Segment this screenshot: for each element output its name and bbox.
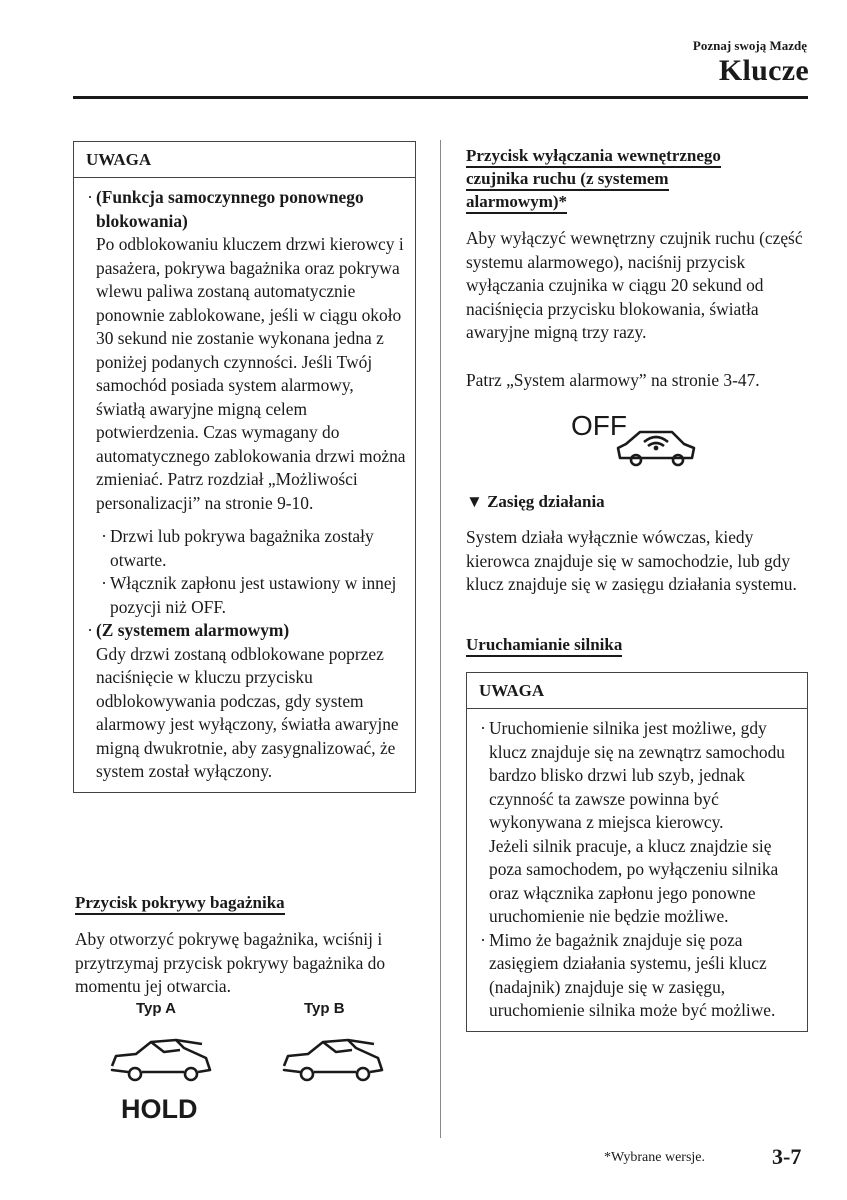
section-subtitle: Poznaj swoją Mazdę [692, 38, 807, 53]
trunk-open-icon-a [106, 1036, 216, 1088]
page-title: Klucze [718, 54, 809, 87]
header-rule [73, 96, 808, 99]
sub-list-item: · Włącznik zapłonu jest ustawiony w innej pozycji niż OFF. [101, 573, 397, 617]
uwaga-heading: UWAGA [74, 142, 415, 178]
sensor-section-heading: Przycisk wyłączania wewnętrznego czujnika ruchu (z systemem alarmowym)* [466, 144, 721, 213]
sub-list-item: · Drzwi lub pokrywa bagażnika zostały otwarte. [101, 526, 374, 570]
page-number: 3-7 [772, 1144, 802, 1169]
item-title: (Funkcja samoczynnego ponownego blokowania) [96, 187, 364, 231]
trunk-section-heading: Przycisk pokrywy bagażnika [75, 891, 285, 914]
range-text: System działa wyłącznie wówczas, kiedy kierowca znajduje się w samochodzie, lub gdy klucz znajduje się w zasięgu działania systemu. [466, 527, 797, 594]
column-divider [440, 140, 441, 1138]
list-item: · Uruchomienie silnika jest możliwe, gdy klucz znajduje się na zewnątrz samochodu bardzo blisko drzwi lub szyb, jednak czynność ta zawsze powinna być wykonywana z miejsca kierowcy. Jeżeli silnik pracuje, a klucz znajdzie się poza samochodem, po wyłączeniu silnika oraz włącznika zapłonu jego ponowne uruchomienie nie będzie możliwe. [480, 718, 785, 926]
trunk-text: Aby otworzyć pokrywę bagażnika, wciśnij i przytrzymaj przycisk pokrywy bagażnika do momentu jej otwarcia. [75, 929, 386, 996]
sensor-ref-text: Patrz „System alarmowy” na stronie 3-47. [466, 370, 760, 390]
uwaga-heading: UWAGA [467, 673, 807, 709]
left-uwaga-box [73, 141, 416, 793]
list-item: · Mimo że bagażnik znajduje się poza zasięgiem działania systemu, jeśli klucz (nadajnik) znajduje się w zasięgu, uruchomienie silnika może być możliwe. [480, 929, 776, 1020]
item-title: (Z systemem alarmowym) [96, 620, 290, 640]
item-text: Po odblokowaniu kluczem drzwi kierowcy i pasażera, pokrywa bagażnika oraz pokrywa wlewu paliwa zostaną automatycznie ponownie zablokowane, jeśli w ciągu około 30 sekund nie zostanie wykonana jedna z poniżej podanych czynności. Jeśli Twój samochód posiada system alarmowy, światłą awaryjne migną celem potwierdzenia. Czas wymagany do automatycznego zablokowania drzwi można zmieniać. Patrz rozdział „Możliwości personalizacji” na stronie 9-10. [96, 234, 406, 513]
footnote: *Wybrane wersje. [604, 1150, 706, 1165]
list-item: · (Funkcja samoczynnego ponownego blokowania) Po odblokowaniu kluczem drzwi kierowcy i pasażera, pokrywa bagażnika oraz pokrywa wlewu paliwa zostaną automatycznie ponownie zablokowane, jeśli w ciągu około 30 sekund nie zostanie wykonana jedna z poniżej podanych czynności. Jeśli Twój samochód posiada system alarmowy, światłą awaryjne migną celem potwierdzenia. Czas wymagany do automatycznego zablokowania drzwi można zmieniać. Patrz rozdział „Możliwości personalizacji” na stronie 9-10. [87, 187, 406, 513]
type-a-label: Typ A [136, 1000, 176, 1017]
trunk-open-icon-b [278, 1036, 388, 1088]
off-label: OFF [571, 410, 627, 441]
hold-label: HOLD [121, 1094, 198, 1124]
range-heading: ▼ Zasięg działania [466, 492, 605, 511]
right-uwaga-box [466, 672, 808, 1032]
start-heading: Uruchamianie silnika [466, 633, 622, 656]
list-item: · (Z systemem alarmowym) Gdy drzwi zostaną odblokowane poprzez naciśnięcie w kluczu przycisku odblokowywania podczas, gdy system alarmowy jest wyłączony, światła awaryjne migną dwukrotnie, aby zasygnalizować, że system został wyłączony. [87, 620, 399, 781]
sensor-off-car-icon [612, 418, 702, 474]
item-text: Gdy drzwi zostaną odblokowane poprzez naciśnięcie w kluczu przycisku odblokowywania podczas, gdy system alarmowy jest wyłączony, światła awaryjne migną dwukrotnie, aby zasygnalizować, że system został wyłączony. [96, 643, 399, 781]
sensor-text: Aby wyłączyć wewnętrzny czujnik ruchu (część systemu alarmowego), naciśnij przycisk wyłączania czujnika w ciągu 20 sekund od naciśnięcia przycisku blokowania, światła awaryjne migną trzy razy. [466, 228, 803, 342]
type-b-label: Typ B [304, 1000, 345, 1017]
